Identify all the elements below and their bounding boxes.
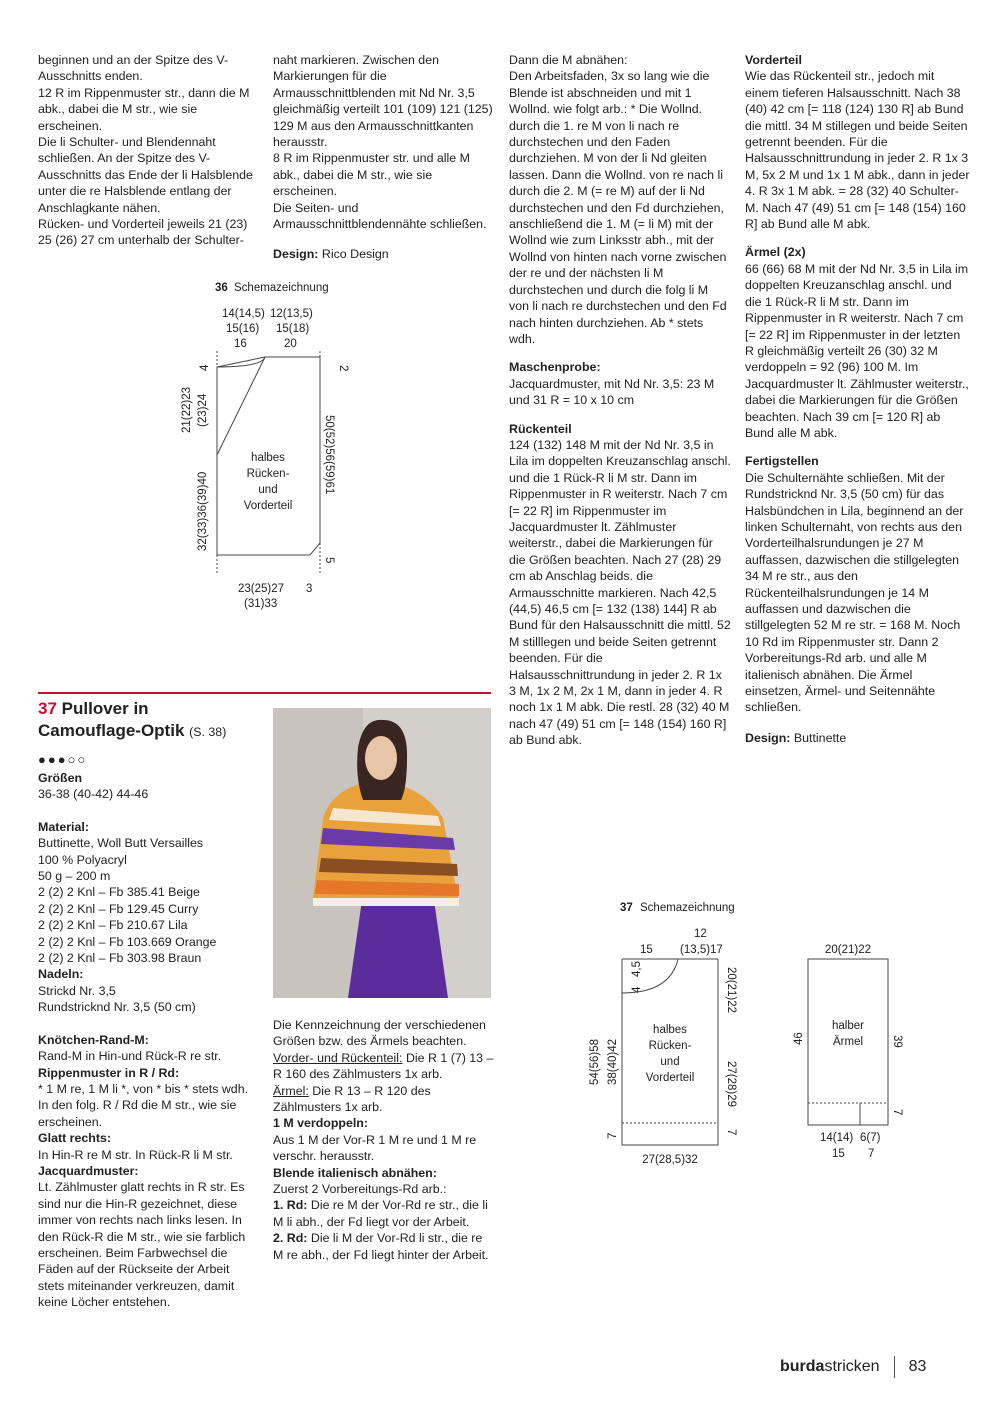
dimension-label: 16 <box>234 338 247 350</box>
diagram-body-label: Rücken- <box>246 468 290 480</box>
dimension-label: 6(7) <box>860 1132 881 1144</box>
section-heading: Rückenteil <box>509 421 572 436</box>
list-item: Rundstricknd Nr. 3,5 (50 cm) <box>38 1000 196 1015</box>
dimension-label: 20(21)22 <box>824 944 872 956</box>
paragraph: Rand-M in Hin-und Rück-R re str. <box>38 1049 222 1064</box>
list-item: 2 (2) 2 Knl – Fb 210.67 Lila <box>38 918 188 933</box>
section-divider <box>38 692 491 694</box>
diagram-number: 36 <box>215 282 228 294</box>
dimension-label: 7 <box>607 1132 619 1139</box>
list-item: 50 g – 200 m <box>38 869 111 884</box>
dimension-label: 15(18) <box>276 323 310 335</box>
dimension-label: 7 <box>891 1109 903 1116</box>
schema-diagram-37 <box>570 895 910 1175</box>
dimension-label: 27(28)29 <box>725 1061 737 1108</box>
paragraph: 12 R im Rippenmuster str., dann die M abk., dabei die M str., wie sie erscheinen. <box>38 85 250 133</box>
dimension-label: 46 <box>793 1032 805 1045</box>
list-item: 100 % Polyacryl <box>38 852 127 867</box>
dimension-label: 54(56)58 <box>589 1038 601 1085</box>
dimension-label: 7 <box>868 1148 875 1160</box>
difficulty-rating: ●●●○○ <box>38 752 88 767</box>
dimension-label: 20(21)22 <box>725 967 737 1014</box>
paragraph: Lt. Zählmuster glatt rechts in R str. Es sind nur die Hin-R gezeichnet, diese immer von rechts nach links lesen. In den Rück-R die M str., wie sie farblich erscheinen. Beim Farbwechsel die Fäden auf der Rückseite der Arbeit stets miteinander verkreuzen, damit keine Löcher entstehen. <box>38 1180 246 1310</box>
diagram-body-label: Ärmel <box>832 1036 864 1048</box>
diagram-body-label: halber <box>832 1020 864 1032</box>
dimension-label: 12 <box>694 928 707 940</box>
materials-column <box>38 770 258 1311</box>
dimension-label: 14(14) <box>820 1132 854 1144</box>
paragraph: * 1 M re, 1 M li *, von * bis * stets wdh. In den folg. R / Rd die M str., wie sie erscheinen. <box>38 1081 249 1129</box>
dimension-label: 23(25)27 <box>238 583 285 595</box>
dimension-label: 39 <box>891 1035 903 1048</box>
paragraph: 66 (66) 68 M mit der Nd Nr. 3,5 in Lila im doppelten Kreuzanschlag anschl. und die 1 Rück-R li M str. Dann im Rippenmuster in R weiterstr. Nach 7 cm [= 22 R] im Rippenmuster in der letzten R gleichmäßig verteilt 26 (30) 32 M verdoppeln = 92 (96) 100 M. Im Jacquardmuster lt. Zählmuster weiterstr., dabei die Markierungen für die Größen beachten. Nach 39 cm [= 120 R] ab Bund alle M abk. <box>745 261 969 440</box>
dimension-label: 27(28,5)32 <box>642 1154 698 1166</box>
brand-name-rest: stricken <box>824 1358 880 1376</box>
list-item: Strickd Nr. 3,5 <box>38 983 116 998</box>
dimension-label: 32(33)36(39)40 <box>197 471 209 551</box>
section-heading: Fertigstellen <box>745 454 819 469</box>
dimension-label: 38(40)42 <box>607 1038 619 1085</box>
pattern-title: 37 Pullover in Camouflage-Optik (S. 38) <box>38 699 227 740</box>
paragraph: 2. Rd: Die li M der Vor-Rd li str., die re M re abh., der Fd liegt hinter der Arbeit. <box>273 1231 489 1262</box>
paragraph: Wie das Rückenteil str., jedoch mit einem tieferen Halsausschnitt. Nach 38 (40) 42 cm [= 118 (124) 130 R] ab Bund die mittl. 34 M stillegen und beide Seiten getrennt beenden. Für die Halsausschnittrundung in jeder 2. R 1x 3 M, 5x 2 M und 1x 1 M abk., dann in jeder 4. R 3x 1 M abk. = 28 (32) 40 Schulter-M. Nach 47 (49) 51 cm [= 148 (154) 160 R] ab Bund alle M abk. <box>745 69 970 232</box>
paragraph: Zuerst 2 Vorbereitungs-Rd arb.: <box>273 1182 447 1197</box>
diagram-body-label: Vorderteil <box>243 500 293 512</box>
sweater-photo-illustration <box>273 708 491 998</box>
paragraph: naht markieren. Zwischen den Markierungen für die Armausschnittblenden mit Nd Nr. 3,5 gleichmäßig verteilt 101 (109) 121 (125) 129 M aus den Armausschnittkanten herausstr. <box>273 53 493 150</box>
page-number: 83 <box>908 1358 927 1376</box>
list-item: Buttinette, Woll Butt Versailles <box>38 836 204 851</box>
diagram-number: 37 <box>620 902 633 914</box>
dimension-label: 7 <box>725 1129 737 1136</box>
model-photo <box>273 708 491 998</box>
page-footer <box>780 1356 926 1378</box>
dimension-label: 2 <box>337 365 349 372</box>
design-credit: Design: Rico Design <box>273 247 389 262</box>
dimension-label: 12(13,5) <box>270 308 313 320</box>
diagram-body-label: halbes <box>653 1024 687 1036</box>
dimension-label: 5 <box>323 557 335 564</box>
dimension-label: 4 <box>199 364 211 371</box>
dimension-label: 3 <box>306 583 313 595</box>
dimension-label: 15(16) <box>226 323 260 335</box>
paragraph: 8 R im Rippenmuster str. und alle M abk., dabei die M str., wie sie erscheinen. <box>273 151 470 199</box>
dimension-label: 4,5 <box>631 961 643 977</box>
section-heading: Ärmel (2x) <box>745 245 806 260</box>
paragraph: Aus 1 M der Vor-R 1 M re und 1 M re verschr. herausstr. <box>273 1132 477 1164</box>
schema-diagram-36 <box>170 275 370 620</box>
section-heading: Knötchen-Rand-M: <box>38 1032 149 1047</box>
brand-name: burda <box>780 1358 825 1376</box>
text-column-4 <box>745 52 970 746</box>
section-heading: Vorderteil <box>745 53 802 67</box>
paragraph: Rücken- und Vorderteil jeweils 21 (23) 25 (26) 27 cm unterhalb der Schulter- <box>38 217 248 248</box>
text-column-3 <box>509 52 731 749</box>
section-heading: Rippenmuster in R / Rd: <box>38 1065 180 1080</box>
paragraph: 124 (132) 148 M mit der Nd Nr. 3,5 in Lila im doppelten Kreuzanschlag anschl. und die 1 Rück-R li M str. Dann im Rippenmuster in R weiterstr. Nach 7 cm [= 22 R] im Rippenmuster im Jacquardmuster lt. Zählmuster weiterstr., dabei die Markierungen für die Größen beachten. Nach 27 (28) 29 cm ab Anschlag beids. die Armausschnitte markieren. Nach 42,5 (44,5) 46,5 cm [= 132 (138) 144] R ab Bund für den Halsausschnitt die mittl. 52 M stilllegen und beide Seiten getrennt beenden. Für die Halsausschnittrundung in jeder 2. R 1x 3 M, 1x 2 M, 2x 1 M, dann in jeder 4. R noch 1x 1 M abk. Die restl. 28 (32) 40 M nach 47 (49) 51 cm [= 148 (154) 160 R] ab Bund abk. <box>509 437 731 748</box>
text-column-2 <box>273 52 495 263</box>
section-heading: Material: <box>38 819 89 834</box>
diagram-body-label: halbes <box>251 452 285 464</box>
dimension-label: 14(14,5) <box>222 308 265 320</box>
dimension-label: 15 <box>832 1148 845 1160</box>
list-item: 2 (2) 2 Knl – Fb 385.41 Beige <box>38 885 200 900</box>
list-item: 2 (2) 2 Knl – Fb 303.98 Braun <box>38 951 202 966</box>
list-item: 2 (2) 2 Knl – Fb 103.669 Orange <box>38 934 217 949</box>
diagram-title: Schemazeichnung <box>640 902 735 914</box>
section-heading: Nadeln: <box>38 967 84 982</box>
paragraph: Die Schulternähte schließen. Mit der Rundstricknd Nr. 3,5 (50 cm) für das Halsbündchen in Lila, beginnend an der linken Schulternaht, von rechts aus den Vorderteilhalsrundungen je 27 M auffassen, dazwischen die stillgelegten 34 M re str., aus den Rückenteilhalsrundungen je 14 M auffassen und dazwischen die stillgelegten 52 M re str. = 168 M. Noch 10 Rd im Rippenmuster str. Dann 2 Vorbereitungs-Rd arb. und alle M italienisch abnähen. Die Ärmel einsetzen, Ärmel- und Seitennähte schließen. <box>745 470 964 715</box>
paragraph: Die Seiten- und Armausschnittblendennähte schließen. <box>273 200 487 232</box>
section-heading: Blende italienisch abnähen: <box>273 1165 437 1180</box>
section-heading: Maschenprobe: <box>509 360 601 375</box>
diagram-title: Schemazeichnung <box>234 282 329 294</box>
diagram-body-label: Rücken- <box>648 1040 692 1052</box>
paragraph: beginnen und an der Spitze des V-Ausschnitts enden. <box>38 53 229 84</box>
paragraph: Vorder- und Rückenteil: Die R 1 (7) 13 – R 160 des Zählmusters 1x arb. <box>273 1050 494 1082</box>
paragraph: In Hin-R re M str. In Rück-R li M str. <box>38 1147 233 1162</box>
paragraph: Jacquardmuster, mit Nd Nr. 3,5: 23 M und 31 R = 10 x 10 cm <box>509 376 715 408</box>
diagram-body-label: Vorderteil <box>645 1072 695 1084</box>
design-credit: Design: Buttinette <box>745 730 847 745</box>
paragraph: Die Kennzeichnung der verschiedenen Größen bzw. des Ärmels beachten. <box>273 1018 486 1049</box>
section-heading: Glatt rechts: <box>38 1131 111 1146</box>
dimension-label: 50(52)56(59)61 <box>323 415 335 495</box>
section-heading: Größen <box>38 771 83 785</box>
dimension-label: 15 <box>640 944 653 956</box>
dimension-label: 20 <box>284 338 297 350</box>
dimension-label: (23)24 <box>197 393 209 427</box>
paragraph: Den Arbeitsfaden, 3x so lang wie die Blende ist abschneiden und mit 1 Wollnd. wie folgt arb.: * Die Wollnd. durch die 1. re M von li nach re durchstechen und den Faden durchziehen. M von der li Nd gleiten lassen. Dann die Wollnd. von re nach li durch die 2. M (= re M) auf der li Nd durchstechen und den Fd durchziehen, anschließend die 1. M (= li M) mit der Wollnd wie zum Linksstr abh., mit der Wollnd von hinten nach vorne zwischen der re und der nächsten li M durchstechen und durch die folg li M von li nach re durchstechen und den Fd nach hinten durchziehen. Ab * stets wdh. <box>509 69 727 346</box>
dimension-label: 21(22)23 <box>181 386 193 433</box>
paragraph: 36-38 (40-42) 44-46 <box>38 787 149 802</box>
text-column-6 <box>273 1017 495 1263</box>
section-heading: Jacquardmuster: <box>38 1163 139 1178</box>
dimension-label: (31)33 <box>244 598 278 610</box>
list-item: 2 (2) 2 Knl – Fb 129.45 Curry <box>38 901 199 916</box>
paragraph: 1. Rd: Die re M der Vor-Rd re str., die li M li abh., der Fd liegt vor der Arbeit. <box>273 1198 488 1229</box>
paragraph: Die li Schulter- und Blendennaht schließen. An der Spitze des V-Ausschnitts das Ende der li Halsblende unter die re Halsblende entlang der Anschlagkante nähen. <box>38 135 253 215</box>
diagram-body-label: und <box>660 1056 680 1068</box>
dimension-label: 4 <box>631 986 643 993</box>
text-column-1 <box>38 52 260 249</box>
section-heading: 1 M verdoppeln: <box>273 1116 369 1131</box>
dimension-label: (13,5)17 <box>680 944 723 956</box>
diagram-body-label: und <box>258 484 278 496</box>
paragraph-head: Dann die M abnähen: <box>509 53 628 67</box>
paragraph: Ärmel: Die R 13 – R 120 des Zählmusters 1x arb. <box>273 1083 431 1115</box>
